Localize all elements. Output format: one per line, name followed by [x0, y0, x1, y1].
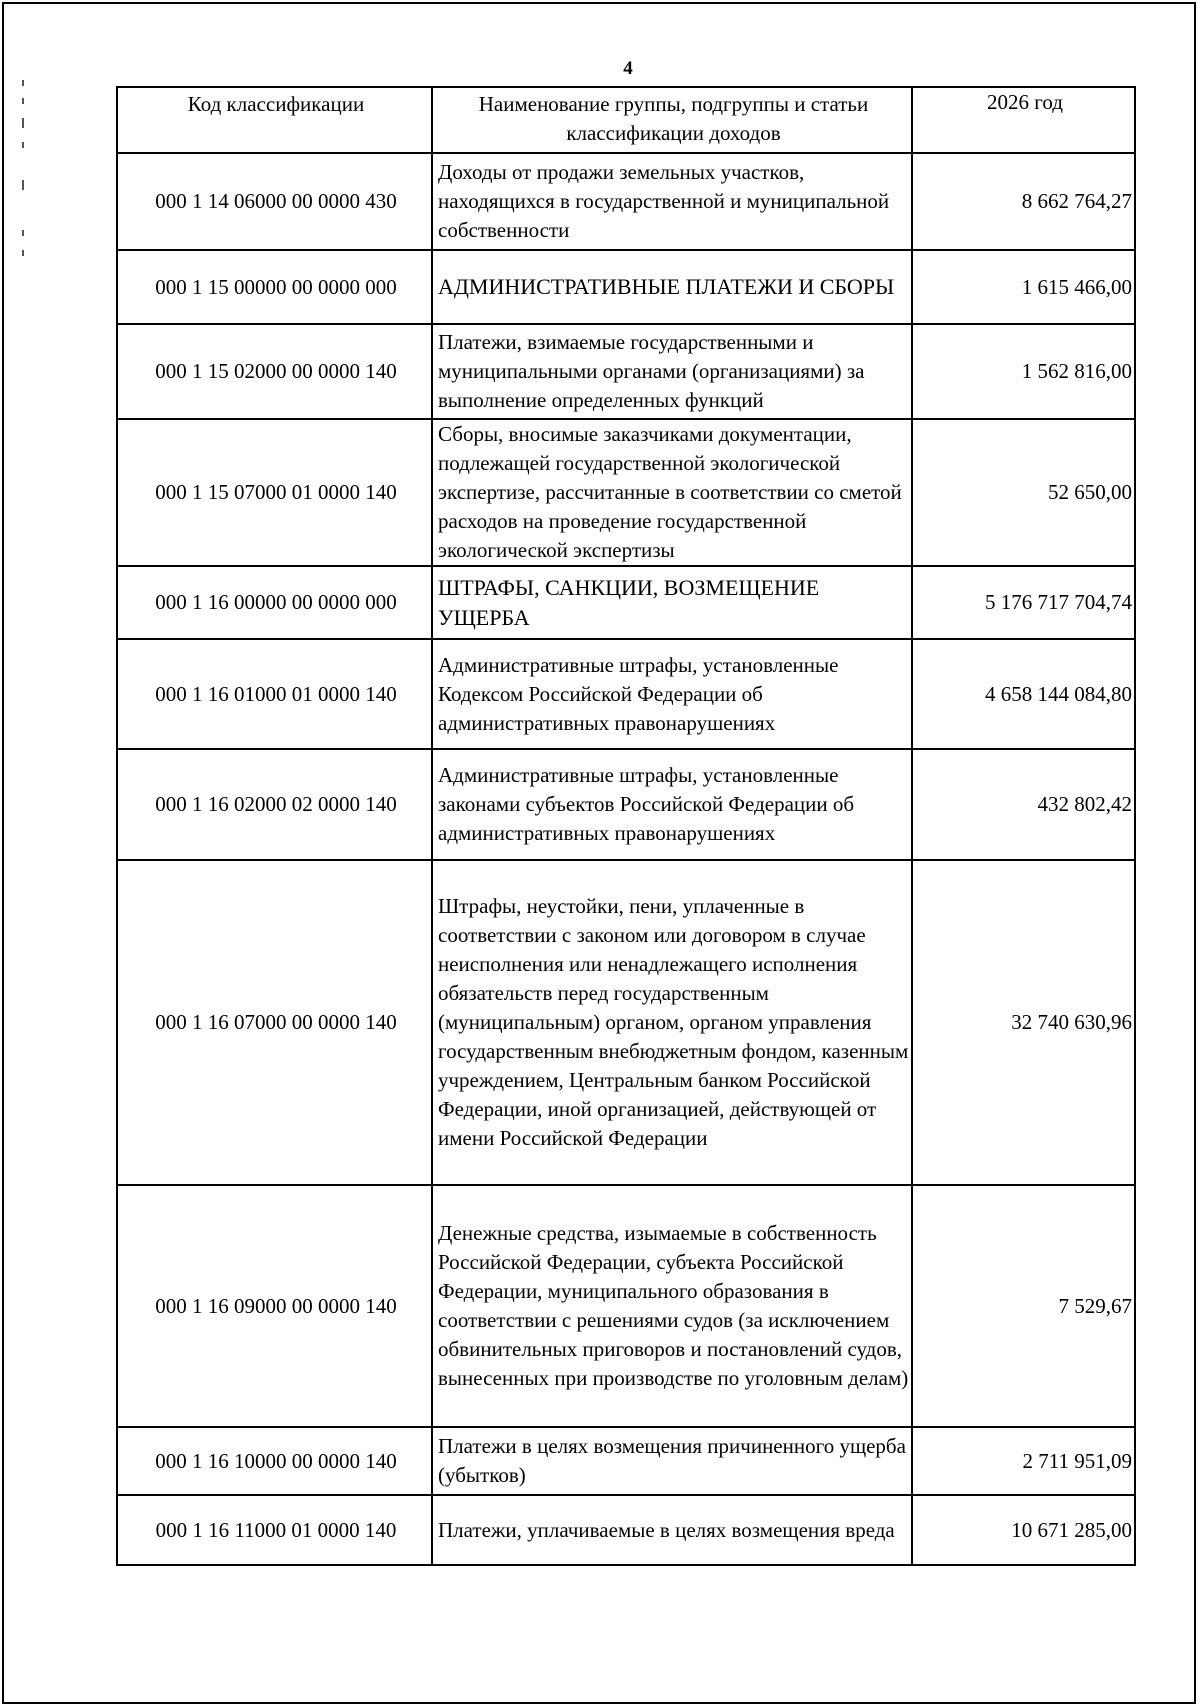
row-name: Штрафы, неустойки, пени, уплаченные в соответствии с законом или договором в случае неисполнения или ненадлежащего исполнения обязательств перед государственным (муниципальным) органом, органом управления государственным внебюджетным фондом, казенным учреждением, Центральным банком Российской Федерации, иной организацией, действующей от имени Российской Федерации — [432, 860, 912, 1185]
row-name: Платежи, взимаемые государственными и муниципальными органами (организациями) за выполнение определенных функций — [432, 324, 912, 419]
row-name: Доходы от продажи земельных участков, находящихся в государственной и муниципальной собственности — [432, 153, 912, 250]
row-code: 000 1 16 10000 00 0000 140 — [117, 1427, 432, 1495]
table-row — [117, 1185, 1135, 1427]
header-year: 2026 год — [912, 87, 1135, 153]
row-value: 32 740 630,96 — [912, 860, 1135, 1185]
header-name: Наименование группы, подгруппы и статьи классификации доходов — [432, 87, 912, 153]
row-code: 000 1 16 09000 00 0000 140 — [117, 1185, 432, 1427]
table-row — [117, 250, 1135, 324]
table-row — [117, 639, 1135, 749]
table-row — [117, 1495, 1135, 1565]
row-code: 000 1 14 06000 00 0000 430 — [117, 153, 432, 250]
row-code: 000 1 16 11000 01 0000 140 — [117, 1495, 432, 1565]
row-value: 8 662 764,27 — [912, 153, 1135, 250]
row-code: 000 1 16 00000 00 0000 000 — [117, 566, 432, 639]
revenue-classification-table — [116, 86, 1136, 1566]
table-row — [117, 324, 1135, 419]
row-name: Денежные средства, изымаемые в собственность Российской Федерации, субъекта Российской Федерации, муниципального образования в соответствии с решениями судов (за исключением обвинительных приговоров и постановлений судов, вынесенных при производстве по уголовным делам) — [432, 1185, 912, 1427]
row-value: 10 671 285,00 — [912, 1495, 1135, 1565]
row-code: 000 1 16 02000 02 0000 140 — [117, 749, 432, 860]
row-code: 000 1 16 01000 01 0000 140 — [117, 639, 432, 749]
row-code: 000 1 16 07000 00 0000 140 — [117, 860, 432, 1185]
page-number: 4 — [623, 58, 633, 79]
row-code: 000 1 15 00000 00 0000 000 — [117, 250, 432, 324]
row-value: 7 529,67 — [912, 1185, 1135, 1427]
row-code: 000 1 15 02000 00 0000 140 — [117, 324, 432, 419]
row-name: Платежи в целях возмещения причиненного ущерба (убытков) — [432, 1427, 912, 1495]
row-code: 000 1 15 07000 01 0000 140 — [117, 419, 432, 566]
header-code: Код классификации — [117, 87, 432, 153]
row-value: 2 711 951,09 — [912, 1427, 1135, 1495]
row-name: ШТРАФЫ, САНКЦИИ, ВОЗМЕЩЕНИЕ УЩЕРБА — [432, 566, 912, 639]
table-row — [117, 1427, 1135, 1495]
table-row — [117, 419, 1135, 566]
row-value: 52 650,00 — [912, 419, 1135, 566]
scan-marks — [22, 80, 26, 280]
row-name: Сборы, вносимые заказчиками документации, подлежащей государственной экологической экспертизе, рассчитанные в соответствии со сметой расходов на проведение государственной экологической экспертизы — [432, 419, 912, 566]
row-value: 1 562 816,00 — [912, 324, 1135, 419]
row-value: 5 176 717 704,74 — [912, 566, 1135, 639]
row-name: Платежи, уплачиваемые в целях возмещения вреда — [432, 1495, 912, 1565]
row-value: 432 802,42 — [912, 749, 1135, 860]
row-name: Административные штрафы, установленные законами субъектов Российской Федерации об административных правонарушениях — [432, 749, 912, 860]
row-name: Административные штрафы, установленные Кодексом Российской Федерации об административных правонарушениях — [432, 639, 912, 749]
row-name: АДМИНИСТРАТИВНЫЕ ПЛАТЕЖИ И СБОРЫ — [432, 250, 912, 324]
table-row — [117, 566, 1135, 639]
table-row — [117, 860, 1135, 1185]
row-value: 1 615 466,00 — [912, 250, 1135, 324]
row-value: 4 658 144 084,80 — [912, 639, 1135, 749]
table-row — [117, 749, 1135, 860]
table-header-row — [117, 87, 1135, 153]
table-row — [117, 153, 1135, 250]
